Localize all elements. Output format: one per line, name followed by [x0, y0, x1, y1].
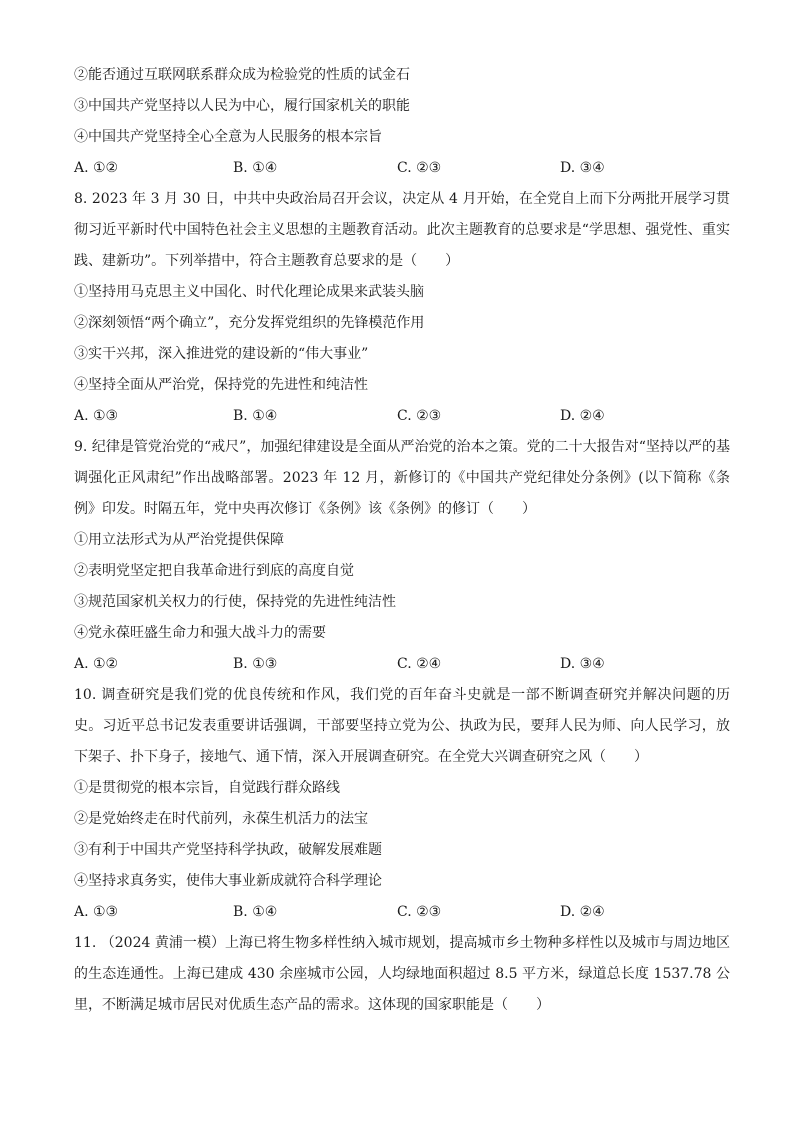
q7-option-2: ②能否通过互联网联系群众成为检验党的性质的试金石 — [74, 67, 410, 83]
q9-choice-d: D. ③④ — [560, 656, 605, 672]
q9-choice-b: B. ①③ — [233, 656, 278, 672]
q7-option-3: ③中国共产党坚持以人民为中心，履行国家机关的职能 — [74, 98, 410, 114]
q10-option-4: ④坚持求真务实，使伟大事业新成就符合科学理论 — [74, 873, 382, 889]
q9-choice-c: C. ②④ — [397, 656, 442, 672]
q7-choice-a: A. ①② — [74, 160, 119, 176]
q10-option-2: ②是党始终走在时代前列，永葆生机活力的法宝 — [74, 811, 368, 827]
q10-choice-a: A. ①③ — [74, 904, 119, 920]
q10-choice-d: D. ②④ — [560, 904, 605, 920]
q9-option-4: ④党永葆旺盛生命力和强大战斗力的需要 — [74, 625, 326, 641]
q8-choice-a: A. ①③ — [74, 408, 119, 424]
q8-choices — [74, 401, 730, 432]
q7-choice-d: D. ③④ — [560, 160, 605, 176]
q11-stem: 11. （2024 黄浦一模）上海已将生物多样性纳入城市规划，提高城市乡土物种多样性以及城市与周边地区的生态连通性。上海已建成 430 余座城市公园，人均绿地面积超过 8.5 平方米，绿道总长度 1537.78 公里，不断满足城市居民对优质生态产品的需求。这体现的国家职能是（ ） — [74, 935, 730, 1013]
q8-choice-b: B. ①④ — [233, 408, 278, 424]
q8-option-2: ②深刻领悟“两个确立”，充分发挥党组织的先锋模范作用 — [74, 315, 425, 331]
q9-option-2: ②表明党坚定把自我革命进行到底的高度自觉 — [74, 563, 354, 579]
q8-option-1: ①坚持用马克思主义中国化、时代化理论成果来武装头脑 — [74, 284, 424, 300]
q10-choices — [74, 897, 730, 928]
q8-choice-d: D. ②④ — [560, 408, 605, 424]
q10-choice-c: C. ②③ — [397, 904, 442, 920]
q8-option-3: ③实干兴邦，深入推进党的建设新的“伟大事业” — [74, 346, 369, 362]
q9-option-3: ③规范国家机关权力的行使，保持党的先进性纯洁性 — [74, 594, 396, 610]
q8-stem: 8. 2023 年 3 月 30 日，中共中央政治局召开会议，决定从 4 月开始，在全党自上而下分两批开展学习贯彻习近平新时代中国特色社会主义思想的主题教育活动。此次主题教育的总要求是“学思想、强党性、重实践、建新功”。下列举措中，符合主题教育总要求的是（ ） — [74, 191, 730, 269]
q10-choice-b: B. ①④ — [233, 904, 278, 920]
q9-choices — [74, 649, 730, 680]
q10-option-1: ①是贯彻党的根本宗旨，自觉践行群众路线 — [74, 780, 340, 796]
q10-option-3: ③有利于中国共产党坚持科学执政，破解发展难题 — [74, 842, 382, 858]
q8-option-4: ④坚持全面从严治党，保持党的先进性和纯洁性 — [74, 377, 368, 393]
q9-option-1: ①用立法形式为从严治党提供保障 — [74, 532, 284, 548]
q7-option-4: ④中国共产党坚持全心全意为人民服务的根本宗旨 — [74, 129, 382, 145]
q8-choice-c: C. ②③ — [397, 408, 442, 424]
q9-stem: 9. 纪律是管党治党的“戒尺”，加强纪律建设是全面从严治党的治本之策。党的二十大报告对“坚持以严的基调强化正风肃纪”作出战略部署。2023 年 12 月，新修订的《中国共产党纪律处分条例》(以下简称《条例》印发。时隔五年，党中央再次修订《条例》该《条例》的修订（ ） — [74, 439, 730, 517]
exam-page — [74, 60, 730, 1021]
q7-choices — [74, 153, 730, 184]
q7-choice-c: C. ②③ — [397, 160, 442, 176]
q9-choice-a: A. ①② — [74, 656, 119, 672]
q7-choice-b: B. ①④ — [233, 160, 278, 176]
q10-stem: 10. 调查研究是我们党的优良传统和作风，我们党的百年奋斗史就是一部不断调查研究并解决问题的历史。习近平总书记发表重要讲话强调，干部要坚持立党为公、执政为民，要拜人民为师、向人民学习，放下架子、扑下身子，接地气、通下情，深入开展调查研究。在全党大兴调查研究之风（ ） — [74, 687, 730, 765]
